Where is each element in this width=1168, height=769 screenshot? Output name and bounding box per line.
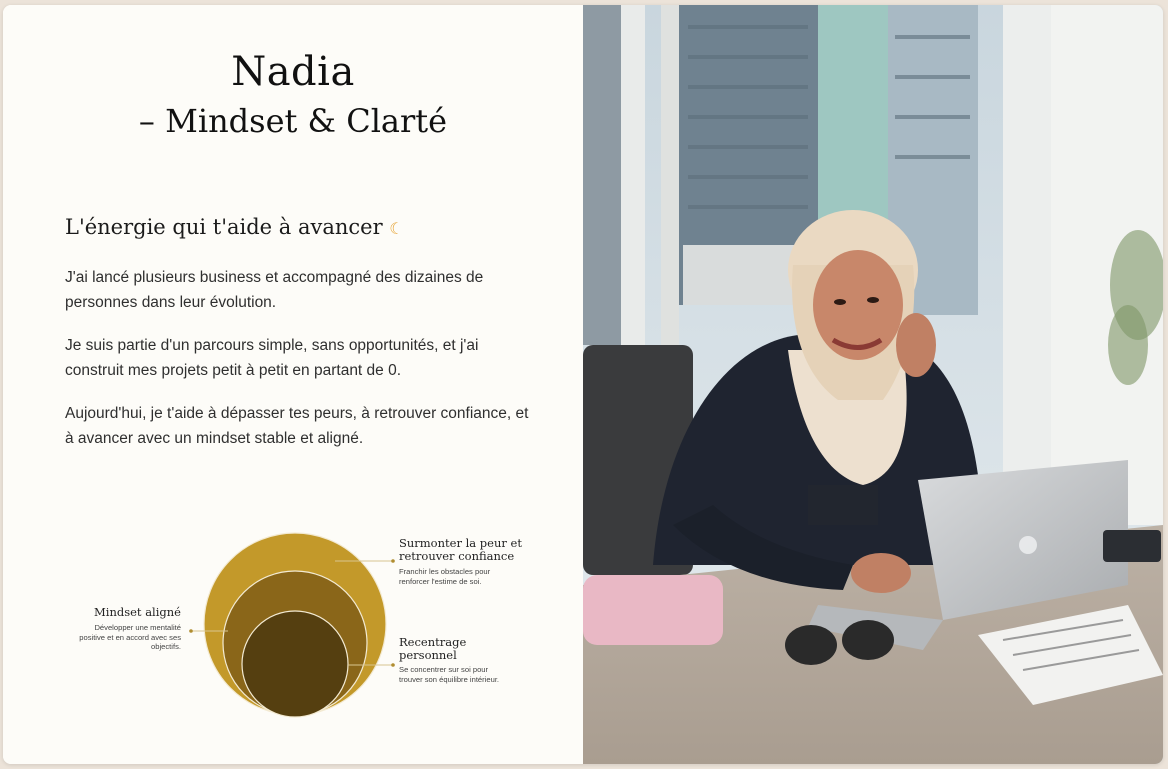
connector-top-dot [391,559,395,563]
label-top-title: Surmonter la peur et retrouver confiance [399,536,522,563]
intro-paragraph-2: Je suis partie d'un parcours simple, sans opportunités, et j'ai construit mes projets petit à petit en partant de 0. [65,337,479,379]
label-left-desc: Développer une mentalité positive et en accord avec ses objectifs. [79,623,181,652]
coach-photo [583,5,1163,764]
label-top-desc: Franchir les obstacles pour renforcer l'estime de soi. [399,567,491,586]
office-scene-illustration [583,5,1163,764]
coach-name: Nadia [231,49,355,95]
profile-card [3,5,1163,764]
label-left-title: Mindset aligné [94,605,181,619]
text-panel [3,5,583,764]
section-subtitle [65,211,404,245]
connector-right-dot [391,663,395,667]
crescent-moon-icon: ☾ [389,219,404,238]
mindset-diagram [63,520,533,735]
subtitle-text: L'énergie qui t'aide à avancer [65,215,383,239]
intro-paragraph-3: Aujourd'hui, je t'aide à dépasser tes peurs, à retrouver confiance, et à avancer avec un mindset stable et aligné. [65,405,529,447]
connector-left-dot [189,629,193,633]
label-right-desc: Se concentrer sur soi pour trouver son équilibre intérieur. [399,665,500,684]
coach-tagline: – Mindset & Clarté [138,102,448,140]
intro-paragraph-1: J'ai lancé plusieurs business et accompagné des dizaines de personnes dans leur évolution. [65,269,484,311]
label-right-title: Recentrage personnel [399,635,467,662]
inner-circle [242,611,348,717]
